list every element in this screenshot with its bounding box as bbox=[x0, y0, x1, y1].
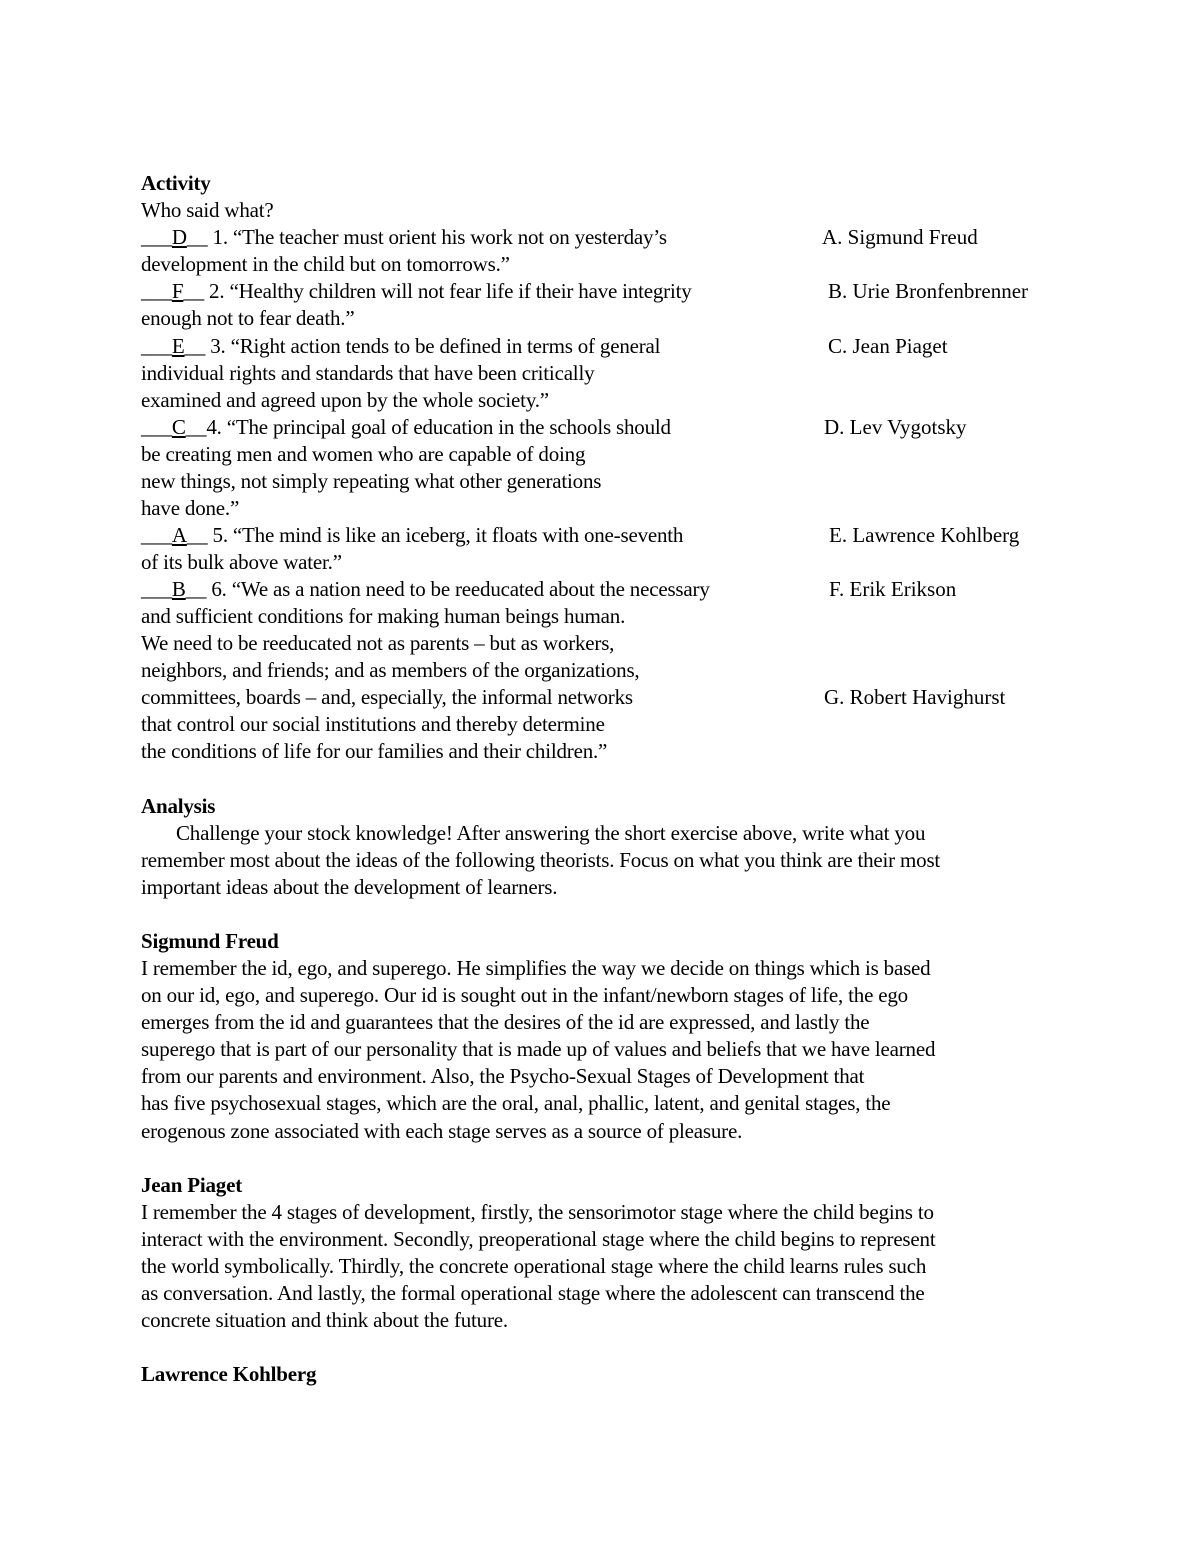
freud-line-7: erogenous zone associated with each stage serves as a source of pleasure. bbox=[141, 1119, 743, 1143]
item-5-line-2: of its bulk above water.” bbox=[141, 550, 342, 574]
item-6-line-6: that control our social institutions and thereby determine bbox=[141, 712, 605, 736]
kohlberg-heading: Lawrence Kohlberg bbox=[141, 1362, 317, 1386]
item-3-quote-start: 3. “Right action tends to be defined in terms of general bbox=[205, 334, 661, 358]
analysis-line-1: Challenge your stock knowledge! After answering the short exercise above, write what you bbox=[176, 821, 926, 845]
freud-line-2: on our id, ego, and superego. Our id is sought out in the infant/newborn stages of life, the ego bbox=[141, 983, 908, 1007]
item-5-answer: A bbox=[171, 523, 187, 547]
item-4-quote-start: 4. “The principal goal of education in the schools should bbox=[206, 415, 671, 439]
activity-heading: Activity bbox=[141, 171, 211, 195]
item-2-first-line bbox=[141, 278, 692, 305]
freud-heading: Sigmund Freud bbox=[141, 929, 279, 953]
item-6-line-7: the conditions of life for our families and their children.” bbox=[141, 739, 608, 763]
answer-blank-post: __ bbox=[186, 523, 208, 547]
item-1-answer: D bbox=[171, 225, 187, 249]
answer-blank-pre: ___ bbox=[141, 577, 172, 601]
freud-line-4: superego that is part of our personality that is made up of values and beliefs that we have learned bbox=[141, 1037, 936, 1061]
item-1-first-line bbox=[141, 224, 667, 251]
item-2-quote-start: 2. “Healthy children will not fear life if their have integrity bbox=[204, 279, 692, 303]
piaget-line-1: I remember the 4 stages of development, firstly, the sensorimotor stage where the child begins to bbox=[141, 1200, 934, 1224]
item-6-first-line bbox=[141, 576, 710, 603]
item-6-line-4: neighbors, and friends; and as members of the organizations, bbox=[141, 658, 640, 682]
piaget-line-2: interact with the environment. Secondly, preoperational stage where the child begins to represent bbox=[141, 1227, 936, 1251]
item-6-line-5: committees, boards – and, especially, the informal networks bbox=[141, 685, 633, 709]
piaget-line-5: concrete situation and think about the future. bbox=[141, 1308, 508, 1332]
answer-blank-pre: ___ bbox=[141, 279, 172, 303]
freud-line-1: I remember the id, ego, and superego. He simplifies the way we decide on things which is based bbox=[141, 956, 931, 980]
item-1-line-2: development in the child but on tomorrows.” bbox=[141, 252, 510, 276]
choice-g: G. Robert Havighurst bbox=[824, 685, 1006, 709]
answer-blank-pre: ___ bbox=[141, 415, 172, 439]
item-3-first-line bbox=[141, 333, 660, 360]
item-2-line-2: enough not to fear death.” bbox=[141, 306, 355, 330]
item-5-first-line bbox=[141, 522, 683, 549]
answer-blank-post: __ bbox=[186, 225, 208, 249]
item-4-answer: C bbox=[171, 415, 186, 439]
choice-f: F. Erik Erikson bbox=[829, 577, 957, 601]
freud-line-6: has five psychosexual stages, which are the oral, anal, phallic, latent, and genital stages, the bbox=[141, 1091, 891, 1115]
freud-line-5: from our parents and environment. Also, the Psycho-Sexual Stages of Development that bbox=[141, 1064, 865, 1088]
answer-blank-pre: ___ bbox=[141, 523, 172, 547]
item-2-answer: F bbox=[171, 279, 184, 303]
item-1-quote-start: 1. “The teacher must orient his work not on yesterday’s bbox=[207, 225, 667, 249]
item-4-line-4: have done.” bbox=[141, 496, 240, 520]
piaget-line-3: the world symbolically. Thirdly, the concrete operational stage where the child learns rules such bbox=[141, 1254, 927, 1278]
choice-a: A. Sigmund Freud bbox=[822, 225, 978, 249]
item-3-answer: E bbox=[171, 334, 185, 358]
answer-blank-pre: ___ bbox=[141, 334, 172, 358]
answer-blank-pre: ___ bbox=[141, 225, 172, 249]
item-3-line-3: examined and agreed upon by the whole society.” bbox=[141, 388, 549, 412]
item-6-line-3: We need to be reeducated not as parents – but as workers, bbox=[141, 631, 615, 655]
item-6-quote-start: 6. “We as a nation need to be reeducated about the necessary bbox=[206, 577, 710, 601]
choice-d: D. Lev Vygotsky bbox=[824, 415, 967, 439]
choice-b: B. Urie Bronfenbrenner bbox=[828, 279, 1029, 303]
answer-blank-post: __ bbox=[185, 577, 207, 601]
freud-line-3: emerges from the id and guarantees that the desires of the id are expressed, and lastly the bbox=[141, 1010, 870, 1034]
analysis-heading: Analysis bbox=[141, 794, 216, 818]
piaget-heading: Jean Piaget bbox=[141, 1173, 243, 1197]
activity-prompt: Who said what? bbox=[141, 198, 274, 222]
item-4-line-3: new things, not simply repeating what other generations bbox=[141, 469, 602, 493]
analysis-line-2: remember most about the ideas of the following theorists. Focus on what you think are their most bbox=[141, 848, 941, 872]
piaget-line-4: as conversation. And lastly, the formal operational stage where the adolescent can transcend the bbox=[141, 1281, 925, 1305]
answer-blank-post: __ bbox=[183, 279, 204, 303]
answer-blank-post: __ bbox=[184, 334, 206, 358]
choice-e: E. Lawrence Kohlberg bbox=[829, 523, 1020, 547]
item-6-answer: B bbox=[171, 577, 186, 601]
item-5-quote-start: 5. “The mind is like an iceberg, it floats with one-seventh bbox=[207, 523, 684, 547]
analysis-line-3: important ideas about the development of learners. bbox=[141, 875, 558, 899]
answer-blank-post: __ bbox=[185, 415, 207, 439]
item-3-line-2: individual rights and standards that have been critically bbox=[141, 361, 595, 385]
item-4-line-2: be creating men and women who are capable of doing bbox=[141, 442, 586, 466]
choice-c: C. Jean Piaget bbox=[828, 334, 948, 358]
item-4-first-line bbox=[141, 414, 671, 441]
item-6-line-2: and sufficient conditions for making human beings human. bbox=[141, 604, 626, 628]
